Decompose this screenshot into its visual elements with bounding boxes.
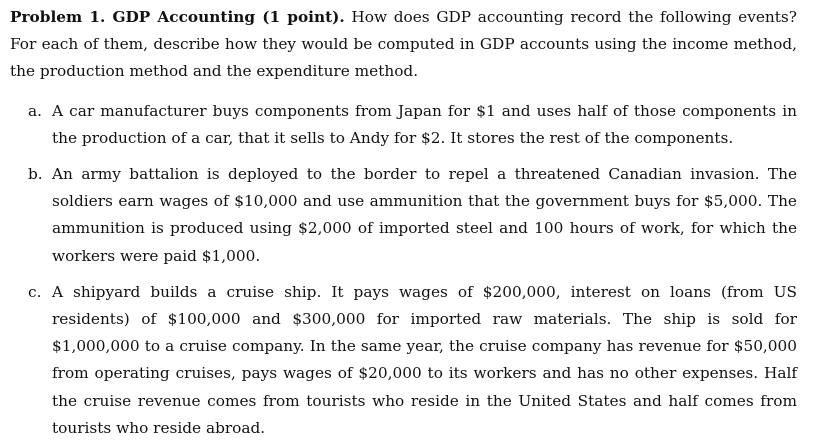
problem-heading: Problem 1. GDP Accounting (1 point).	[10, 8, 345, 26]
item-text: A car manufacturer buys components from Japan for $1 and uses half of those components in the production of a car, that it sells to Andy for $2. It stores the rest of the components.	[52, 101, 797, 147]
item-marker: a.	[28, 101, 42, 120]
item-text: A shipyard builds a cruise ship. It pays wages of $200,000, interest on loans (from US residents) of $100,000 and $300,000 for imported raw materials. The ship is sold for $1,000,000 to a cruise company. In the same year, the cruise company has revenue for $50,000 from operating cruises, pays wages of $20,000 to its workers and has no other expenses. Half the cruise revenue comes from tourists who reside in the United States and half comes from tourists who reside abroad.	[52, 282, 797, 437]
item-marker: b.	[28, 165, 43, 184]
item-text: An army battalion is deployed to the border to repel a threatened Canadian invasion. The soldiers earn wages of $10,000 and use ammunition that the government buys for $5,000. The ammunition is produced using $2,000 of imported steel and 100 hours of work, for which the workers were paid $1,000.	[52, 165, 797, 265]
event-item-b	[10, 161, 797, 270]
event-list	[10, 98, 797, 442]
item-marker: c.	[28, 282, 42, 301]
problem-intro: How does GDP accounting record the following events? For each of them, describe how they would be computed in GDP accounts using the income method, the production method and the expenditure method.	[10, 8, 797, 81]
event-item-c	[10, 279, 797, 442]
event-item-a	[10, 98, 797, 152]
problem-statement	[10, 4, 797, 86]
